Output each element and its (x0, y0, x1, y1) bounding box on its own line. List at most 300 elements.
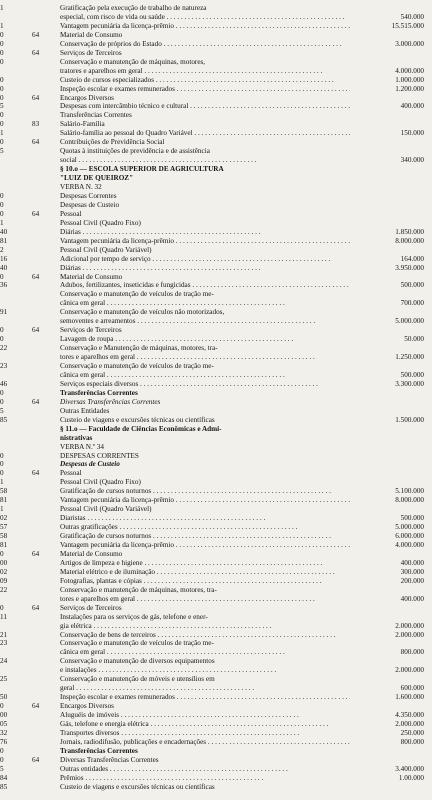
line-description: Despesas Correntes (60, 191, 117, 200)
line-description: Pessoal Civil (Quadro Variável) (60, 505, 152, 514)
budget-line (0, 201, 432, 209)
budget-line (0, 120, 432, 128)
budget-line (0, 648, 432, 656)
line-description: Despesas com intercâmbio técnico e cultural . . . (60, 102, 350, 110)
line-description: Salário-Família (60, 120, 105, 129)
budget-line (0, 657, 432, 665)
line-amount: 340.000 (400, 156, 424, 165)
line-code: 58 (0, 487, 8, 496)
line-description: Adubos, fertilizantes, inseticidas e fungicidas . . . (60, 281, 350, 289)
budget-line (0, 246, 432, 254)
budget-line (0, 371, 432, 379)
budget-line (0, 729, 432, 737)
line-code: 02 (0, 567, 8, 576)
line-amount: 2.000.000 (395, 666, 424, 675)
budget-line (0, 380, 432, 388)
line-reference: 64 (32, 397, 40, 406)
line-description: tratores e aparelhos em geral . . . (60, 67, 350, 75)
line-amount: 1.600.000 (395, 693, 424, 702)
line-code: 23 (0, 639, 8, 648)
line-code: 0 (0, 451, 4, 460)
line-amount: 800.000 (400, 648, 424, 657)
budget-line (0, 31, 432, 39)
line-code: 0 (0, 746, 4, 755)
line-description: Conservação e manutenção de veículos de tração me- (60, 362, 214, 370)
line-description: Encargos Diversos (60, 93, 114, 102)
budget-line (0, 255, 432, 263)
line-code: 05 (0, 720, 8, 728)
line-description: Material de Consumo (60, 30, 123, 39)
line-description: Custeio de cursos especializados . . . (60, 76, 350, 84)
line-description: DESPESAS CORRENTES (60, 451, 139, 460)
line-reference: 64 (32, 549, 40, 558)
line-code: 2 (0, 245, 4, 254)
line-description: geral . . . (60, 684, 350, 692)
line-code: 0 (0, 48, 4, 57)
budget-line (0, 568, 432, 576)
line-description: Diversas Transferências Correntes (60, 755, 159, 764)
line-amount: 500.000 (400, 514, 424, 523)
budget-line (0, 335, 432, 343)
line-description: semoventes e arreamentos . . . (60, 317, 350, 325)
budget-line (0, 299, 432, 307)
line-reference: 64 (32, 209, 40, 218)
line-amount: 6.000.000 (395, 532, 424, 541)
budget-line (0, 604, 432, 612)
line-code: 0 (0, 460, 4, 469)
line-description: Prêmios . . . (60, 774, 350, 782)
budget-line (0, 631, 432, 639)
line-code: 0 (0, 388, 4, 397)
line-code: 23 (0, 362, 8, 370)
budget-line (0, 666, 432, 674)
line-reference: 64 (32, 469, 40, 478)
line-code: 0 (0, 111, 4, 120)
line-description: Custeio de viagens e excursões técnicas ou científicas (60, 415, 215, 424)
budget-line (0, 684, 432, 692)
line-code: 0 (0, 57, 4, 66)
line-code: 91 (0, 308, 8, 317)
line-amount: 5.000.000 (395, 523, 424, 532)
line-amount: 300.000 (400, 567, 424, 576)
line-reference: 83 (32, 120, 40, 129)
budget-line (0, 85, 432, 93)
line-reference: 64 (32, 138, 40, 147)
budget-line (0, 747, 432, 755)
line-reference: 64 (32, 30, 40, 39)
line-description: Artigos de limpeza e higiene . . . (60, 559, 350, 567)
line-code: 5 (0, 764, 4, 773)
budget-line (0, 156, 432, 164)
line-description: Gratificação pela execução de trabalho de natureza (60, 4, 207, 12)
line-amount: 600.000 (400, 684, 424, 693)
budget-line (0, 192, 432, 200)
line-amount: 4.350.000 (395, 711, 424, 720)
budget-line (0, 693, 432, 701)
line-code: 81 (0, 541, 8, 549)
line-description: § 10.o — ESCOLA SUPERIOR DE AGRICULTURA (60, 165, 224, 174)
budget-line (0, 577, 432, 585)
line-description: Conservação e manutenção de veículos de tração me- (60, 639, 214, 648)
budget-line (0, 460, 432, 468)
line-description: Gratificação de cursos noturnos . . . (60, 532, 350, 540)
budget-line (0, 407, 432, 415)
line-code: 84 (0, 773, 8, 782)
budget-line (0, 129, 432, 137)
budget-line (0, 774, 432, 782)
line-description: Vantagem pecuniária da licença-prêmio . . . (60, 541, 350, 549)
budget-line (0, 147, 432, 155)
line-code: 0 (0, 755, 4, 764)
line-description: Conservação e manutenção de diversos equipamentos (60, 657, 215, 666)
line-description: Aluguéis de imóveis . . . (60, 711, 350, 719)
budget-line (0, 514, 432, 522)
line-amount: 1.250.000 (395, 353, 424, 362)
line-code: 1 (0, 505, 4, 514)
line-description: gia elétrica . . . (60, 622, 350, 630)
line-amount: 1.00.000 (398, 773, 424, 782)
line-code: 50 (0, 693, 8, 702)
line-description: Vantagem pecuniária da licença-prêmio . . . (60, 237, 350, 245)
line-amount: 800.000 (400, 737, 424, 746)
line-description: Material de Consumo (60, 272, 123, 281)
line-code: 0 (0, 335, 4, 344)
budget-line (0, 532, 432, 540)
line-reference: 64 (32, 272, 40, 281)
line-description: Material de Consumo (60, 549, 123, 558)
budget-line (0, 496, 432, 504)
line-description: Transferências Correntes (60, 388, 138, 397)
line-code: 24 (0, 657, 8, 666)
line-amount: 164.000 (400, 254, 424, 263)
budget-line (0, 326, 432, 334)
line-description: § 11.o — Faculdade de Ciências Econômicas e Admi- (60, 424, 222, 433)
line-amount: 2.000.000 (395, 621, 424, 630)
line-description: Serviços especiais diversos . . . (60, 380, 350, 388)
line-code: 0 (0, 84, 4, 93)
line-description: Transferências Correntes (60, 746, 138, 755)
line-code: 22 (0, 344, 8, 353)
line-code: 1 (0, 478, 4, 487)
line-description: Jornais, radiodifusão, publicações e encadernações . . . (60, 738, 350, 746)
line-code: 81 (0, 236, 8, 245)
line-description: Conservação de próprios do Estado . . . (60, 40, 350, 48)
line-amount: 1.200.000 (395, 84, 424, 93)
budget-line (0, 4, 432, 12)
line-amount: 250.000 (400, 728, 424, 737)
line-amount: 1.500.000 (395, 415, 424, 424)
line-code: 00 (0, 558, 8, 567)
line-amount: 3.400.000 (395, 764, 424, 773)
budget-line (0, 67, 432, 75)
line-code: 1 (0, 218, 4, 227)
budget-line (0, 425, 432, 433)
budget-line (0, 273, 432, 281)
line-description: Pessoal (60, 469, 82, 478)
line-description: Fotografias, plantas e cópias . . . (60, 577, 350, 585)
line-reference: 64 (32, 755, 40, 764)
line-amount: 200.000 (400, 576, 424, 585)
budget-line (0, 559, 432, 567)
budget-line (0, 210, 432, 218)
budget-line (0, 138, 432, 146)
line-code: 5 (0, 406, 4, 415)
line-code: 36 (0, 281, 8, 290)
budget-line (0, 452, 432, 460)
budget-line (0, 228, 432, 236)
line-description: Conservação de bens de terceiros . . . (60, 631, 350, 639)
line-description: Diaristas . . . (60, 514, 350, 522)
line-amount: 4.000.000 (395, 541, 424, 549)
line-description: Salário-família ao pessoal do Quadro Variável . . . (60, 129, 350, 137)
line-code: 0 (0, 138, 4, 147)
budget-line (0, 308, 432, 316)
line-code: 1 (0, 21, 4, 30)
line-code: 46 (0, 379, 8, 388)
line-code: 5 (0, 102, 4, 111)
line-description: Serviços de Terceiros (60, 48, 122, 57)
line-description: cânica em geral . . . (60, 371, 350, 379)
line-amount: 400.000 (400, 102, 424, 111)
budget-line (0, 237, 432, 245)
budget-line (0, 174, 432, 182)
line-code: 76 (0, 737, 8, 746)
line-reference: 64 (32, 48, 40, 57)
line-amount: 8.000.000 (395, 236, 424, 245)
budget-line (0, 702, 432, 710)
budget-line (0, 165, 432, 173)
line-description: Diárias . . . (60, 228, 350, 236)
line-amount: 3.950.000 (395, 263, 424, 272)
line-code: 5 (0, 147, 4, 156)
budget-line (0, 675, 432, 683)
line-code: 0 (0, 200, 4, 209)
line-code: 0 (0, 30, 4, 39)
line-amount: 3.000.000 (395, 39, 424, 48)
line-code: 09 (0, 576, 8, 585)
budget-line (0, 264, 432, 272)
budget-line (0, 478, 432, 486)
budget-line (0, 443, 432, 451)
line-code: 00 (0, 711, 8, 720)
line-description: Serviços de Terceiros (60, 603, 122, 612)
budget-line (0, 720, 432, 728)
line-code: 0 (0, 397, 4, 406)
budget-line (0, 613, 432, 621)
line-description: Instalações para os serviços de gás, telefone e ener- (60, 612, 208, 621)
budget-line (0, 13, 432, 21)
line-code: 02 (0, 514, 8, 523)
line-code: 85 (0, 782, 8, 791)
line-amount: 5.100.000 (395, 487, 424, 496)
line-code: 81 (0, 496, 8, 505)
line-description: Pessoal Civil (Quadro Fixo) (60, 218, 141, 227)
line-description: Despesas de Custeio (60, 460, 120, 469)
line-description: Contribuições de Previdência Social (60, 138, 165, 147)
line-description: social . . . (60, 156, 350, 164)
line-reference: 64 (32, 326, 40, 335)
line-description: cânica em geral . . . (60, 648, 350, 656)
line-code: 16 (0, 254, 8, 263)
line-description: cânica em geral . . . (60, 299, 350, 307)
budget-line (0, 434, 432, 442)
budget-line (0, 711, 432, 719)
line-description: Transferências Correntes (60, 111, 132, 120)
line-description: Material elétrico e de iluminação . . . (60, 568, 350, 576)
line-reference: 64 (32, 603, 40, 612)
line-code: 0 (0, 702, 4, 711)
line-description: Quotas à instituições de previdência e de assistência (60, 147, 210, 156)
line-description: Vantagem pecuniária da licença-prêmio . . . (60, 22, 350, 30)
budget-line (0, 505, 432, 513)
line-code: 40 (0, 263, 8, 272)
line-description: Outras gratificações . . . (60, 523, 350, 531)
line-description: VERBA N.º 34 (60, 442, 104, 451)
budget-line (0, 416, 432, 424)
line-code: 0 (0, 469, 4, 478)
budget-line (0, 550, 432, 558)
line-reference: 64 (32, 93, 40, 102)
line-amount: 50.000 (404, 335, 424, 344)
line-description: Inspeção escolar e exames remunerados . . . (60, 693, 350, 701)
line-code: 0 (0, 209, 4, 218)
line-description: "LUIZ DE QUEIROZ" (60, 174, 134, 183)
budget-line (0, 49, 432, 57)
line-reference: 64 (32, 702, 40, 711)
line-amount: 1.850.000 (395, 227, 424, 236)
line-description: Pessoal Civil (Quadro Fixo) (60, 478, 141, 487)
line-description: Conservação e manutenção de máquinas, motores, (60, 57, 206, 66)
line-description: VERBA N. 32 (60, 183, 102, 191)
line-code: 21 (0, 630, 8, 639)
budget-line (0, 40, 432, 48)
budget-line (0, 183, 432, 191)
line-amount: 500.000 (400, 370, 424, 379)
budget-line (0, 219, 432, 227)
line-code: 0 (0, 191, 4, 200)
line-description: Diversas Transferências Correntes (60, 397, 161, 406)
line-description: Conservação e manutenção de máquinas, motores, tra- (60, 585, 217, 594)
line-amount: 150.000 (400, 129, 424, 138)
line-code: 32 (0, 728, 8, 737)
budget-line (0, 290, 432, 298)
budget-line (0, 765, 432, 773)
line-amount: 5.000.000 (395, 317, 424, 326)
budget-line (0, 281, 432, 289)
line-amount: 2.000.000 (395, 720, 424, 728)
line-description: Conservação e Manutenção de máquinas, motores, tra- (60, 344, 218, 353)
budget-line (0, 102, 432, 110)
budget-line (0, 541, 432, 549)
line-code: 25 (0, 675, 8, 684)
line-amount: 540.000 (400, 12, 424, 21)
budget-line (0, 76, 432, 84)
budget-line (0, 639, 432, 647)
line-amount: 500.000 (400, 281, 424, 290)
line-description: Lavagem de roupa . . . (60, 335, 350, 343)
line-description: Adicional por tempo de serviço . . . (60, 255, 350, 263)
line-description: Inspeção escolar e exames remunerados . . . (60, 85, 350, 93)
line-description: Conservação e manutenção de móveis e utensílios em (60, 675, 215, 684)
line-description: Pessoal Civil (Quadro Variável) (60, 245, 152, 254)
line-description: tores e aparelhos em geral . . . (60, 595, 350, 603)
line-description: Serviços de Terceiros (60, 326, 122, 335)
line-amount: 1.000.000 (395, 75, 424, 84)
line-description: Outras Entidades (60, 406, 110, 415)
budget-line (0, 344, 432, 352)
line-code: 57 (0, 523, 8, 532)
line-code: 1 (0, 129, 4, 138)
line-code: 0 (0, 120, 4, 129)
budget-line (0, 353, 432, 361)
budget-line (0, 756, 432, 764)
line-amount: 400.000 (400, 558, 424, 567)
budget-line (0, 22, 432, 30)
line-code: 85 (0, 415, 8, 424)
line-description: Gratificação de cursos noturnos . . . (60, 487, 350, 495)
budget-line (0, 58, 432, 66)
budget-line (0, 738, 432, 746)
budget-line (0, 595, 432, 603)
line-code: 0 (0, 603, 4, 612)
line-description: Conservação e manutenção de veículos não motorizados, (60, 308, 225, 317)
line-amount: 8.000.000 (395, 496, 424, 505)
line-description: Despesas de Custeio (60, 200, 120, 209)
line-description: Conservação e manutenção de veículos de tração me- (60, 290, 214, 299)
budget-line (0, 398, 432, 406)
line-amount: 4.000.000 (395, 66, 424, 75)
line-code: 11 (0, 612, 7, 621)
line-amount: 15.515.000 (391, 21, 424, 30)
budget-line (0, 389, 432, 397)
line-code: 58 (0, 532, 8, 541)
line-code: 0 (0, 326, 4, 335)
line-description: especial, com risco de vida ou saúde . . . (60, 13, 350, 21)
budget-line (0, 362, 432, 370)
budget-line (0, 469, 432, 477)
line-description: Transportes diversos . . . (60, 729, 350, 737)
line-description: e instalações . . . (60, 666, 350, 674)
line-amount: 400.000 (400, 594, 424, 603)
line-description: Diárias . . . (60, 264, 350, 272)
line-description: Custeio de viagens e excursões técnicas ou científicas (60, 782, 215, 791)
budget-line (0, 487, 432, 495)
line-code: 1 (0, 4, 4, 12)
line-description: Pessoal (60, 209, 82, 218)
line-code: 0 (0, 549, 4, 558)
line-description: Outras entidades . . . (60, 765, 350, 773)
line-description: Encargos Diversos (60, 702, 114, 711)
line-description: tores e aparelhos em geral . . . (60, 353, 350, 361)
line-description: Vantagem pecuniária da licença-prêmio . . . (60, 496, 350, 504)
line-code: 40 (0, 227, 8, 236)
line-code: 0 (0, 75, 4, 84)
line-amount: 2.000.000 (395, 630, 424, 639)
line-amount: 700.000 (400, 299, 424, 308)
line-description: Gás, telefone e energia elétrica . . . (60, 720, 350, 728)
line-code: 22 (0, 585, 8, 594)
line-code: 0 (0, 272, 4, 281)
budget-line (0, 523, 432, 531)
line-code: 0 (0, 39, 4, 48)
budget-line (0, 111, 432, 119)
budget-line (0, 317, 432, 325)
line-description: nistrativas (60, 433, 93, 442)
line-code: 0 (0, 93, 4, 102)
budget-line (0, 94, 432, 102)
budget-line (0, 783, 432, 791)
budget-line (0, 586, 432, 594)
